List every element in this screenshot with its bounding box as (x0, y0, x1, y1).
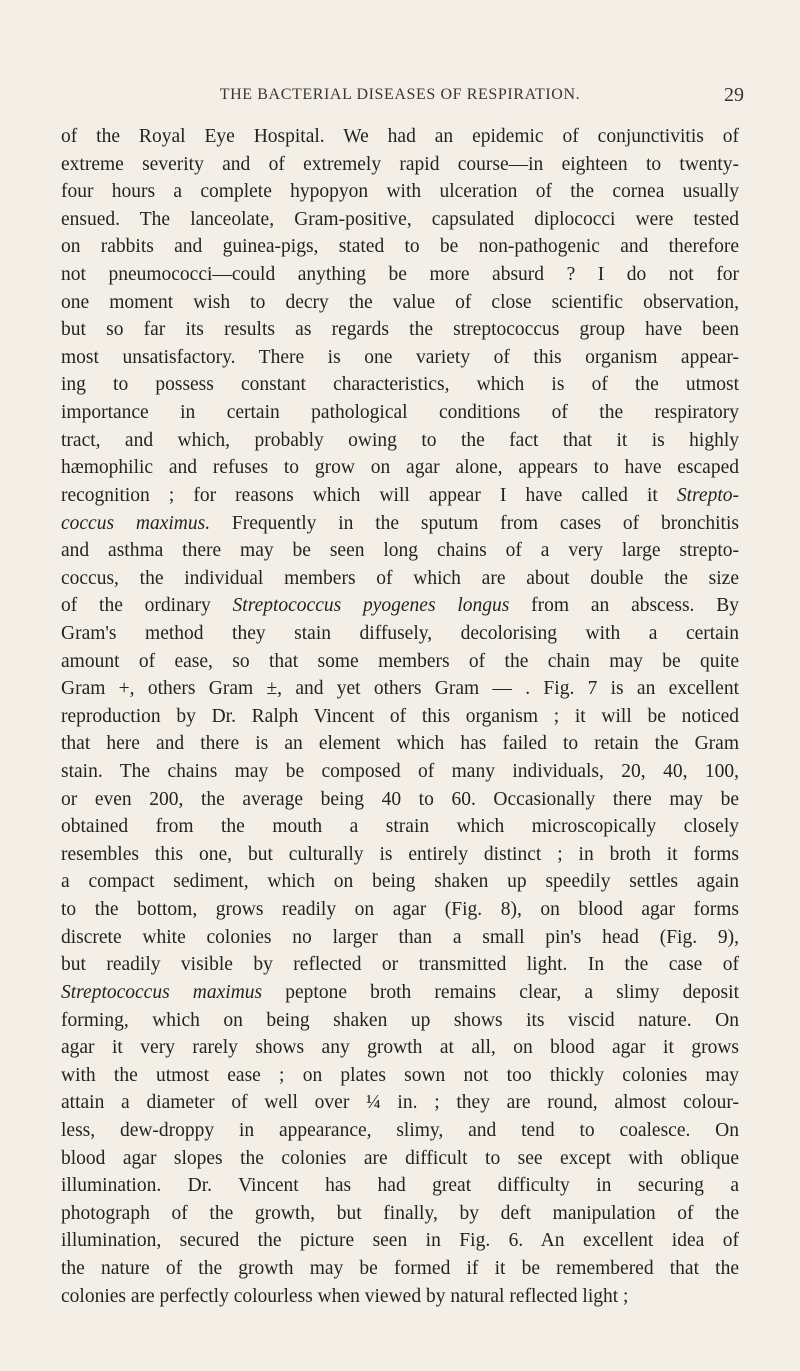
text-line (61, 813, 739, 841)
text-line (61, 123, 739, 151)
text-segment: importance in certain pathological conditions of the respiratory (61, 402, 739, 424)
text-line (61, 1062, 739, 1090)
text-line (61, 454, 739, 482)
text-segment: colonies are perfectly colourless when viewed by natural reflected light ; (61, 1285, 629, 1307)
text-segment: photograph of the growth, but finally, by deft manipulation of the (61, 1202, 739, 1224)
text-line (61, 1007, 739, 1035)
text-line (61, 703, 739, 731)
running-head: THE BACTERIAL DISEASES OF RESPIRATION. (219, 86, 581, 103)
text-line (61, 565, 739, 593)
text-segment: Gram's method they stain diffusely, decolorising with a certain (61, 622, 739, 644)
text-line (61, 510, 739, 538)
text-line (61, 344, 739, 372)
text-segment: ing to possess constant characteristics, which is of the utmost (61, 374, 739, 396)
text-segment: of the ordinary (61, 595, 233, 617)
text-segment: but readily visible by reflected or transmitted light. In the case of (61, 954, 739, 976)
text-line (61, 648, 739, 676)
text-segment: Frequently in the sputum from cases of bronchitis (210, 512, 739, 534)
text-segment: most unsatisfactory. There is one variety of this organism appear- (61, 346, 739, 368)
text-segment: extreme severity and of extremely rapid course—in eighteen to twenty- (61, 153, 739, 175)
text-segment: tract, and which, probably owing to the fact that it is highly (61, 429, 739, 451)
text-line (61, 1255, 739, 1283)
text-segment: Gram +, others Gram ±, and yet others Gram — . Fig. 7 is an excellent (61, 678, 739, 700)
text-line (61, 1227, 739, 1255)
text-segment: coccus, the individual members of which are about double the size (61, 567, 739, 589)
text-line (61, 178, 739, 206)
text-segment: with the utmost ease ; on plates sown not too thickly colonies may (61, 1064, 739, 1086)
text-segment: a compact sediment, which on being shaken up speedily settles again (61, 871, 739, 893)
text-segment: that here and there is an element which has failed to retain the Gram (61, 733, 739, 755)
text-segment: discrete white colonies no larger than a small pin's head (Fig. 9), (61, 926, 739, 948)
italic-text: Streptococcus maximus (61, 981, 263, 1003)
text-segment: less, dew-droppy in appearance, slimy, and tend to coalesce. On (61, 1119, 739, 1141)
body-text (61, 123, 739, 1310)
text-segment: attain a diameter of well over ¼ in. ; they are round, almost colour- (61, 1092, 739, 1114)
text-line (61, 730, 739, 758)
text-line (61, 786, 739, 814)
text-segment: not pneumococci—could anything be more absurd ? I do not for (61, 264, 739, 286)
text-line (61, 896, 739, 924)
text-segment: from an abscess. By (509, 595, 739, 617)
text-segment: four hours a complete hypopyon with ulceration of the cornea usually (61, 181, 739, 203)
text-line (61, 951, 739, 979)
text-segment: to the bottom, grows readily on agar (Fig. 8), on blood agar forms (61, 899, 739, 921)
text-line (61, 261, 739, 289)
text-line (61, 206, 739, 234)
text-segment: hæmophilic and refuses to grow on agar alone, appears to have escaped (61, 457, 739, 479)
text-segment: forming, which on being shaken up shows its viscid nature. On (61, 1009, 739, 1031)
italic-text: coccus maximus. (61, 512, 211, 534)
text-line (61, 289, 739, 317)
text-line (61, 399, 739, 427)
page-number: 29 (724, 84, 744, 106)
italic-text: Streptococcus pyogenes longus (232, 595, 510, 617)
text-line (61, 841, 739, 869)
text-line (61, 1172, 739, 1200)
text-segment: recognition ; for reasons which will appear I have called it (61, 484, 677, 506)
text-segment: illumination. Dr. Vincent has had great difficulty in securing a (61, 1175, 739, 1197)
text-line (61, 316, 739, 344)
text-line (61, 1200, 739, 1228)
text-line (61, 482, 739, 510)
text-line (61, 758, 739, 786)
text-line (61, 371, 739, 399)
text-line (61, 868, 739, 896)
text-line (61, 592, 739, 620)
text-segment: amount of ease, so that some members of the chain may be quite (61, 650, 739, 672)
text-segment: ensued. The lanceolate, Gram-positive, capsulated diplococci were tested (61, 208, 739, 230)
text-line (61, 427, 739, 455)
text-segment: the nature of the growth may be formed if it be remembered that the (61, 1257, 739, 1279)
text-line (61, 537, 739, 565)
text-line (61, 675, 739, 703)
text-line (61, 924, 739, 952)
text-line (61, 979, 739, 1007)
text-segment: resembles this one, but culturally is entirely distinct ; in broth it forms (61, 843, 739, 865)
text-segment: reproduction by Dr. Ralph Vincent of this organism ; it will be noticed (61, 705, 739, 727)
text-segment: but so far its results as regards the streptococcus group have been (61, 319, 739, 341)
text-line (61, 233, 739, 261)
text-line (61, 1117, 739, 1145)
text-segment: agar it very rarely shows any growth at all, on blood agar it grows (61, 1037, 739, 1059)
text-line (61, 1283, 739, 1311)
text-segment: on rabbits and guinea-pigs, stated to be non-pathogenic and therefore (61, 236, 739, 258)
text-segment: or even 200, the average being 40 to 60. Occasionally there may be (61, 788, 739, 810)
text-segment: one moment wish to decry the value of close scientific observation, (61, 291, 739, 313)
text-segment: stain. The chains may be composed of many individuals, 20, 40, 100, (61, 761, 739, 783)
text-segment: peptone broth remains clear, a slimy deposit (262, 981, 739, 1003)
text-segment: and asthma there may be seen long chains of a very large strepto- (61, 540, 739, 562)
text-segment: illumination, secured the picture seen in Fig. 6. An excellent idea of (61, 1230, 739, 1252)
italic-text: Strepto- (676, 484, 739, 506)
text-segment: blood agar slopes the colonies are difficult to see except with oblique (61, 1147, 739, 1169)
text-segment: obtained from the mouth a strain which microscopically closely (61, 816, 739, 838)
text-line (61, 1089, 739, 1117)
text-segment: of the Royal Eye Hospital. We had an epidemic of conjunctivitis of (61, 126, 739, 147)
text-line (61, 151, 739, 179)
text-line (61, 620, 739, 648)
text-line (61, 1145, 739, 1173)
text-line (61, 1034, 739, 1062)
